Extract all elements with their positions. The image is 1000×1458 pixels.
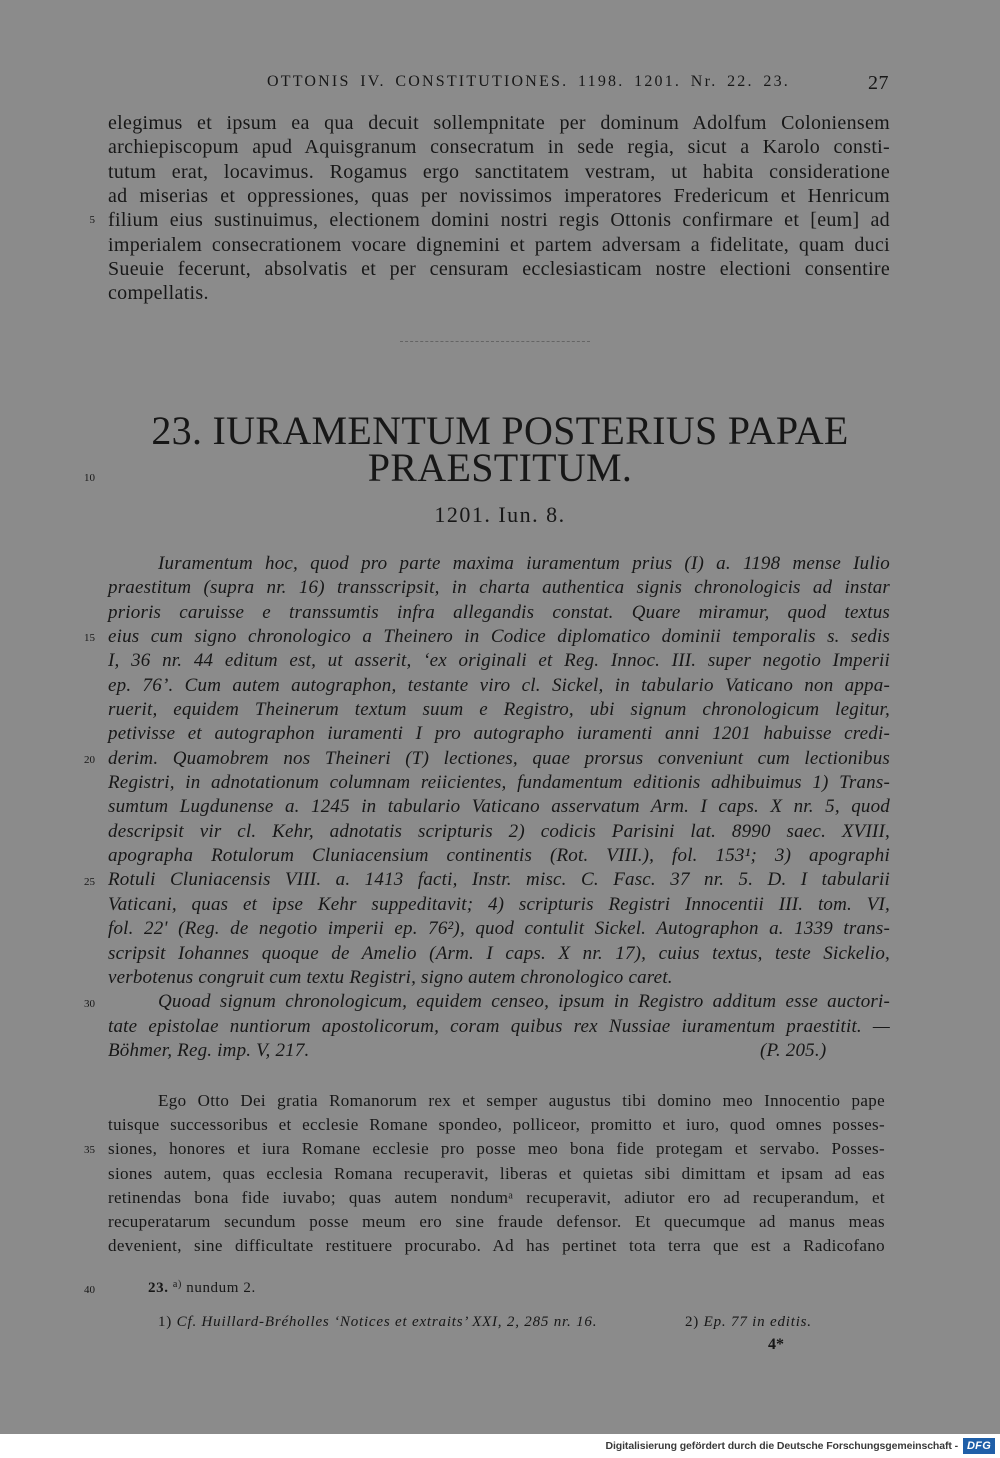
signature-mark: 4* [768, 1336, 784, 1353]
footnote-text: Cf. Huillard-Bréholles ‘Notices et extraits’ XXI, 2, 285 nr. 16. [176, 1314, 598, 1330]
margin-line-number: 35 [84, 1144, 95, 1156]
commentary-line: fol. 22' (Reg. de negotio imperii ep. 76²), quod contulit Sickel. Autographon a. 1339 trans- [108, 918, 890, 940]
commentary-line: apographa Rotulorum Cluniacensium continentis (Rot. VIII.), fol. 153¹; 3) apographi [108, 845, 890, 867]
page-number: 27 [868, 72, 889, 94]
oath-text-line: devenient, sine difficultate restituere procurabo. Ad has pertinet tota terra que est a Radicofano [108, 1236, 885, 1256]
footnote [685, 1312, 812, 1332]
apparatus-label: 23. [148, 1280, 169, 1296]
commentary-line: Rotuli Cluniacensis VIII. a. 1413 facti, Instr. misc. C. Fasc. 37 nr. 5. D. I tabularii [108, 869, 890, 891]
oath-text-line: retinendas bona fide iuvabo; quas autem nondumᵃ recuperavit, adiutor ero ad recuperandum, et [108, 1187, 885, 1207]
oath-text-line: recuperatarum secundum posse meum ero sine fraude defensor. Et quecumque ad manus meas [108, 1212, 885, 1232]
document-title [0, 408, 1000, 490]
running-head: OTTONIS IV. CONSTITUTIONES. 1198. 1201. Nr. 22. 23. [267, 73, 790, 90]
footnote [158, 1312, 597, 1332]
commentary-line: derim. Quamobrem nos Theineri (T) lectiones, quae prorsus conveniunt cum lectionibus [108, 747, 890, 769]
commentary-line: scripsit Iohannes quoque de Amelio (Arm. I caps. X nr. 17), cuius textus, teste Sickelio, [108, 942, 890, 964]
title-line: PRAESTITUM. [367, 445, 633, 490]
preceding-text-line: compellatis. [108, 282, 209, 305]
digitization-credit-band [0, 1434, 1000, 1458]
margin-line-number: 25 [84, 876, 95, 888]
commentary-line: Vaticani, quas et ipse Kehr suppeditavit; 4) scripturis Registri Innocentii III. tom. VI, [108, 893, 890, 915]
commentary-line: praestitum (supra nr. 16) transscripsit, in charta authentica signis chronologicis ad instar [108, 577, 890, 599]
commentary-line: Iuramentum hoc, quod pro parte maxima iuramentum prius (I) a. 1198 mense Iulio [158, 553, 890, 574]
preceding-text-line: imperialem consecrationem vocare dignemini et partem adversam a fidelitate, quam duci [108, 233, 890, 256]
title-line: 23. IURAMENTUM POSTERIUS PAPAE [151, 408, 849, 453]
footnote-text: Ep. 77 in editis. [703, 1314, 812, 1330]
commentary-line: I, 36 nr. 44 editum est, ut asserit, ‘ex originali et Reg. Innoc. III. super negotio Imperii [108, 650, 890, 672]
commentary-line: ruerit, equidem Theinerum textum suum e Registro, ubi signum chronologicum legitur, [108, 699, 890, 721]
margin-line-number: 20 [84, 754, 95, 766]
commentary-line: petivisse et autographon iuramenti I pro autographo iuramenti anni 1201 habuisse credi- [108, 723, 890, 745]
oath-text-line: tuisque successoribus et ecclesie Romane spondeo, polliceor, promitto et iuro, quod omnes posses- [108, 1115, 885, 1135]
dfg-logo: DFG [963, 1438, 995, 1454]
preceding-text-line: Sueuie fecerunt, absolvatis et per censuram ecclesiasticam nostre electioni consentire [108, 258, 890, 281]
commentary-paragraph [108, 552, 890, 990]
preceding-text-line: elegimus et ipsum ea qua decuit sollempnitate per dominum Adolfum Coloniensem [108, 112, 890, 134]
digitization-credit-text: Digitalisierung gefördert durch die Deutsche Forschungsgemeinschaft - [605, 1440, 958, 1452]
oath-text [108, 1089, 885, 1258]
commentary-line: Quoad signum chronologicum, equidem censeo, ipsum in Registro additum esse auctori- [158, 991, 890, 1013]
regest-reference: (P. 205.) [760, 1040, 827, 1061]
oath-text-line: Ego Otto Dei gratia Romanorum rex et semper augustus tibi domino meo Innocentio pape [158, 1091, 885, 1110]
margin-line-number: 5 [89, 214, 95, 226]
preceding-document-text [108, 111, 890, 306]
commentary-line: ep. 76’. Cum autem autographon, testante viro cl. Sickel, in tabulario Vaticano non appa- [108, 674, 890, 696]
preceding-text-line: tutum erat, locavimus. Rogamus ergo sanctitatem vestram, ut habita consideratione [108, 160, 890, 183]
apparatus-note: nundum 2. [186, 1280, 256, 1296]
commentary-line: Böhmer, Reg. imp. V, 217. [108, 1039, 310, 1061]
margin-line-number: 40 [84, 1284, 95, 1296]
preceding-text-line: filium eius sustinuimus, electionem domini nostri regis Ottonis confirmare et [eum] ad [108, 209, 890, 232]
footnote-marker: 2) [685, 1314, 700, 1330]
margin-line-number: 10 [84, 472, 95, 484]
commentary-line: Registri, in adnotationum columnam reiicientes, fundamentum editionis adhibuimus 1) Trans- [108, 772, 890, 794]
apparatus-marker: a) [172, 1279, 182, 1290]
editorial-commentary [108, 552, 890, 1063]
commentary-line: descripsit vir cl. Kehr, adnotatis scripturis 2) codicis Parisini lat. 8990 saec. XVIII, [108, 820, 890, 842]
document-date: 1201. Iun. 8. [434, 502, 566, 527]
oath-text-line: siones, honores et iura Romane ecclesie pro posse meo bona fide protegam et servabo. Posses- [108, 1139, 885, 1159]
preceding-text-line: ad miserias et oppressiones, quas per novissimos imperatores Fredericum et Henricum [108, 185, 890, 208]
commentary-line: verbotenus congruit cum textu Registri, signo autem chronologico caret. [108, 966, 673, 988]
margin-line-number: 15 [84, 632, 95, 644]
footnote-marker: 1) [158, 1314, 173, 1330]
commentary-line: prioris caruisse e transsumtis infra allegandis constat. Quare miramur, quod textus [108, 601, 890, 623]
critical-apparatus [148, 1278, 256, 1300]
commentary-line: eius cum signo chronologico a Theinero in Codice diplomatico dominii temporalis s. sedis [108, 626, 890, 648]
preceding-text-line: archiepiscopum apud Aquisgranum consecratum in sede regia, sicut a Karolo consti- [108, 136, 890, 159]
commentary-line: sumtum Lugdunense a. 1245 in tabulario Vaticano asservatum Arm. I caps. X nr. 5, quod [108, 796, 890, 818]
oath-text-line: siones autem, quas ecclesia Romana recuperavit, liberas et quietas sibi dimittam et ipsam ad eas [108, 1163, 885, 1183]
margin-line-number: 30 [84, 998, 95, 1010]
commentary-line: tate epistolae nuntiorum apostolicorum, coram quibus rex Nussiae iuramentum praestitit. — [108, 1015, 890, 1037]
section-divider [400, 341, 590, 342]
